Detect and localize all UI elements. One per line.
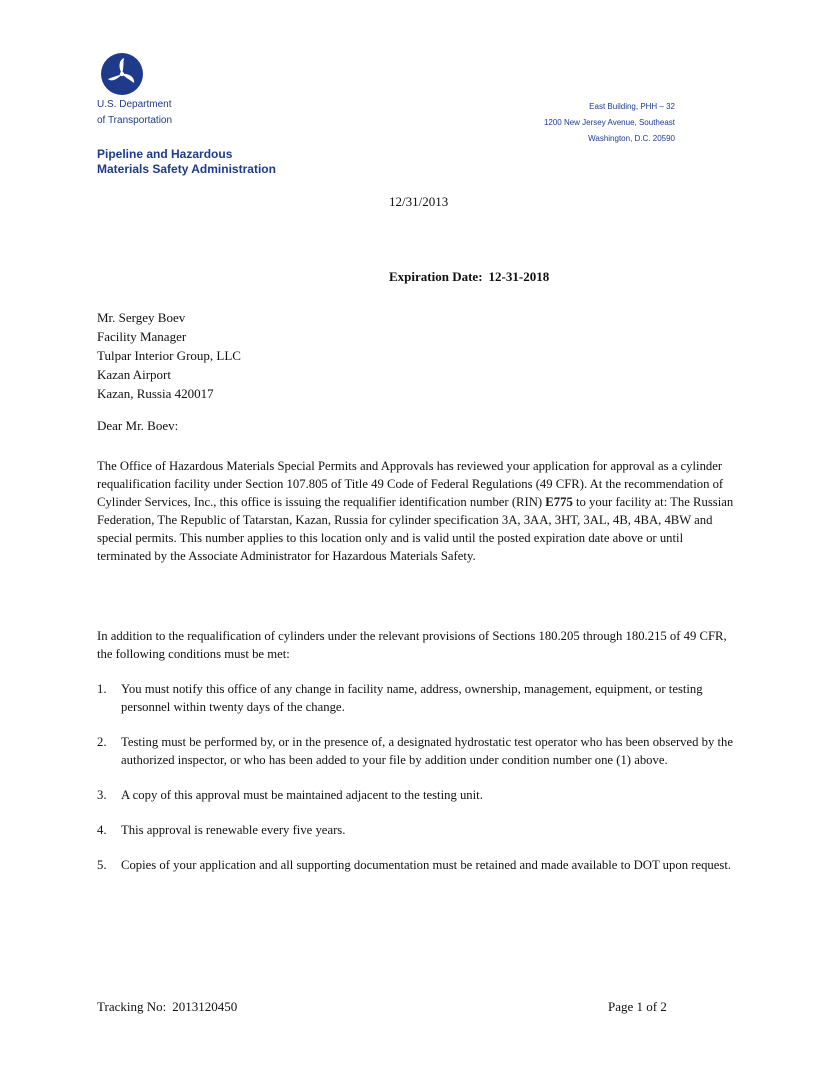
admin-line: Pipeline and Hazardous bbox=[97, 147, 233, 161]
administration-name bbox=[97, 147, 276, 177]
letter-date: 12/31/2013 bbox=[389, 194, 449, 209]
body-text: The Office of Hazardous Materials Special Permits and Approvals has reviewed your application for approval as a cylinder requalification facility under Section 107.805 of Title 49 Code of Federal Regulations (49 CFR). At the recommendation of Cylinder Services, Inc., this office is issuing the requalifier identification number (RIN) bbox=[97, 459, 724, 509]
agency-line: of Transportation bbox=[97, 115, 173, 126]
item-text: You must notify this office of any change in facility name, address, ownership, management, equipment, or testing personnel within twenty days of the change. bbox=[121, 682, 703, 714]
recipient-line: Mr. Sergey Boev bbox=[97, 310, 186, 325]
item-number: 1. bbox=[97, 682, 107, 696]
item-number: 2. bbox=[97, 735, 107, 749]
address-line: 1200 New Jersey Avenue, Southeast bbox=[543, 118, 675, 127]
body-paragraph-1 bbox=[97, 457, 737, 565]
item-text: Copies of your application and all supporting documentation must be retained and made available to DOT upon request. bbox=[121, 858, 732, 872]
item-text: Testing must be performed by, or in the presence of, a designated hydrostatic test operator who has been observed by the authorized inspector, or who has been added to your file by addition under condition number one (1) above. bbox=[121, 735, 734, 767]
body-paragraph-2: In addition to the requalification of cylinders under the relevant provisions of Sections 180.205 through 180.215 of 49 CFR, the following conditions must be met: bbox=[97, 629, 727, 661]
item-text: This approval is renewable every five years. bbox=[121, 823, 346, 837]
page-number: Page 1 of 2 bbox=[608, 999, 667, 1014]
salutation: Dear Mr. Boev: bbox=[97, 418, 179, 433]
agency-line: U.S. Department bbox=[97, 99, 172, 110]
list-item bbox=[97, 733, 737, 769]
item-number: 3. bbox=[97, 788, 107, 802]
expiration-label: Expiration Date: bbox=[389, 269, 483, 284]
dot-logo-icon bbox=[100, 52, 144, 96]
rin-number: E775 bbox=[545, 495, 573, 509]
recipient-address bbox=[97, 308, 241, 403]
tracking-label: Tracking No: bbox=[97, 999, 167, 1014]
body-text: to your facility at: The Russian Federation, The Republic of Tatarstan, Kazan, Russia for cylinder specification 3A, 3AA, 3HT, 3AL, 4B, 4BA, 4BW and special permits. This number applies to this location only and is valid until the posted expiration date above or until terminated by the Associate Administrator for Hazardous Materials Safety. bbox=[97, 495, 734, 563]
list-item bbox=[97, 680, 737, 716]
recipient-line: Kazan Airport bbox=[97, 367, 172, 382]
item-number: 5. bbox=[97, 858, 107, 872]
admin-line: Materials Safety Administration bbox=[97, 162, 276, 176]
agency-address bbox=[544, 99, 675, 147]
expiration-value: 12-31-2018 bbox=[488, 269, 550, 284]
list-item bbox=[97, 821, 737, 839]
expiration-date bbox=[389, 269, 549, 285]
list-item bbox=[97, 856, 737, 874]
tracking-value: 2013120450 bbox=[172, 999, 238, 1014]
item-text: A copy of this approval must be maintained adjacent to the testing unit. bbox=[121, 788, 483, 802]
address-line: East Building, PHH – 32 bbox=[589, 102, 675, 111]
tracking-number bbox=[97, 999, 237, 1015]
conditions-list bbox=[97, 680, 737, 891]
recipient-line: Kazan, Russia 420017 bbox=[97, 386, 214, 401]
address-line: Washington, D.C. 20590 bbox=[588, 134, 675, 143]
recipient-line: Tulpar Interior Group, LLC bbox=[97, 348, 241, 363]
list-item bbox=[97, 786, 737, 804]
item-number: 4. bbox=[97, 823, 107, 837]
recipient-line: Facility Manager bbox=[97, 329, 187, 344]
agency-name bbox=[97, 97, 172, 129]
